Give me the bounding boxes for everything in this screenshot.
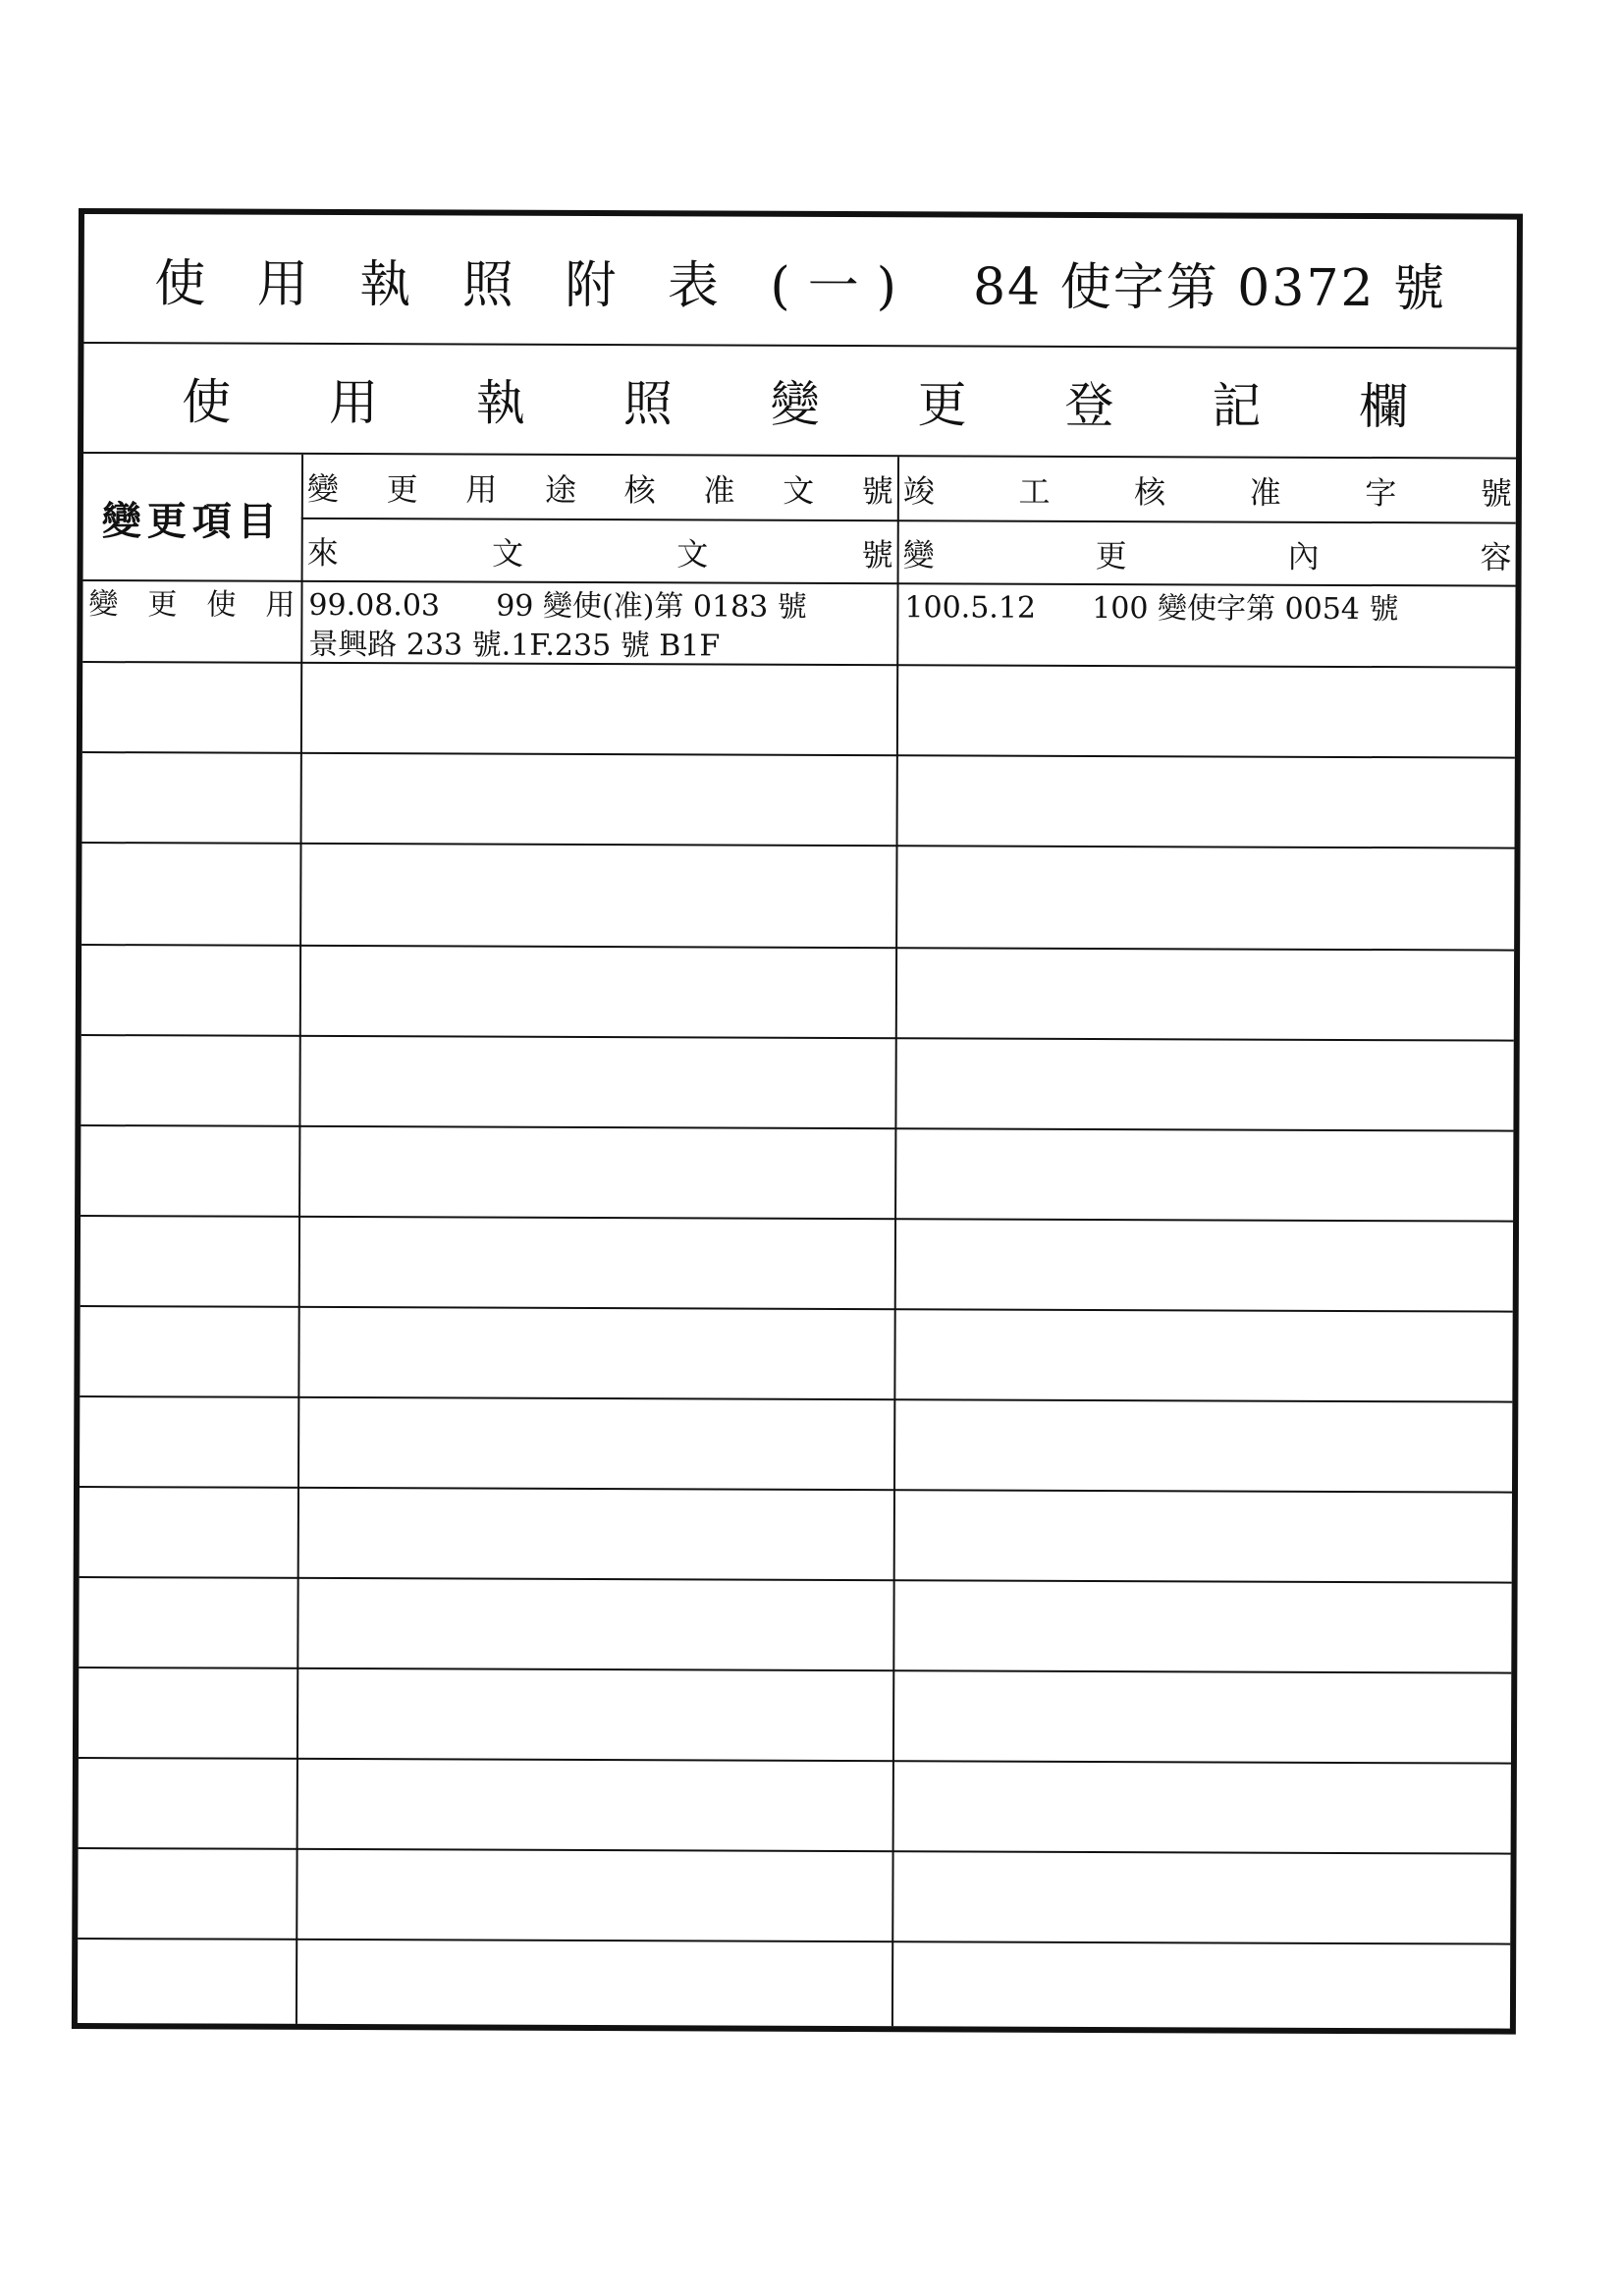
header-char: 更 xyxy=(386,469,418,508)
cell-text-line xyxy=(304,1764,887,1766)
cell-text-line: 99.08.03 99 變使(准)第 0183 號 xyxy=(308,587,807,625)
header-incoming-doc-no xyxy=(303,519,897,584)
table-header xyxy=(83,454,1516,587)
cell-completion-approval xyxy=(894,1581,1511,1671)
cell-approval-doc xyxy=(298,1579,892,1669)
section-title-char: 使 xyxy=(182,373,232,431)
section-title-char: 登 xyxy=(1064,376,1114,435)
section-title-char: 欄 xyxy=(1359,378,1409,436)
table-row xyxy=(80,1307,1512,1403)
cell-text-line xyxy=(304,1673,887,1675)
cell-text-line xyxy=(900,1856,1505,1858)
table-row xyxy=(79,1668,1511,1765)
table-row xyxy=(81,1217,1513,1313)
header-char: 用 xyxy=(465,470,498,509)
cell-approval-doc xyxy=(299,1308,893,1398)
cell-text-line xyxy=(900,1766,1505,1768)
cell-text-line xyxy=(306,1222,889,1224)
header-char: 號 xyxy=(861,535,893,574)
header-char: 內 xyxy=(1287,537,1320,575)
cell-change-item xyxy=(79,1759,297,1848)
cell-approval-doc xyxy=(301,947,895,1037)
cell-text-line xyxy=(901,1585,1506,1587)
cell-text-line xyxy=(303,1944,886,1946)
cell-change-item xyxy=(80,1488,297,1577)
cell-text-line xyxy=(903,1043,1508,1045)
cell-text-line xyxy=(903,953,1508,955)
header-char: 變 xyxy=(306,469,339,508)
cell-text-line xyxy=(899,1946,1504,1948)
section-title-char: 照 xyxy=(622,375,673,433)
title-row xyxy=(83,214,1516,350)
cell-completion-approval xyxy=(898,584,1515,666)
table-row xyxy=(81,946,1514,1042)
cell-change-item xyxy=(80,1397,297,1487)
cell-approval-doc xyxy=(298,1760,892,1850)
cell-text-line xyxy=(303,1944,886,1946)
cell-text-line xyxy=(904,670,1509,672)
cell-text-line xyxy=(902,1314,1507,1316)
header-char: 途 xyxy=(544,470,577,509)
cell-text-line xyxy=(305,1493,888,1495)
cell-change-item xyxy=(81,1036,298,1125)
cell-text-line xyxy=(306,1131,889,1133)
cell-approval-doc xyxy=(301,845,895,947)
cell-text-line xyxy=(305,1493,888,1495)
header-completion-approval-no xyxy=(899,457,1516,522)
cell-change-item xyxy=(81,1217,298,1306)
section-title-char: 用 xyxy=(329,373,379,432)
table-row xyxy=(82,753,1515,849)
table-row xyxy=(81,1036,1513,1132)
header-char: 號 xyxy=(861,471,893,510)
cell-completion-approval xyxy=(894,1671,1511,1762)
change-item-char: 使 xyxy=(206,587,237,623)
table-row xyxy=(79,1578,1511,1674)
cell-text-line xyxy=(304,1673,887,1675)
cell-completion-approval xyxy=(898,666,1515,756)
cell-text-line xyxy=(304,1854,887,1856)
cell-completion-approval xyxy=(894,1762,1511,1852)
cell-change-item xyxy=(80,1307,297,1396)
header-char: 文 xyxy=(783,471,815,510)
cell-text-line xyxy=(900,1766,1505,1768)
cell-text-line xyxy=(306,1312,889,1314)
header-char: 准 xyxy=(703,470,735,510)
cell-completion-approval xyxy=(896,1039,1513,1129)
header-char: 核 xyxy=(623,470,656,509)
cell-text-line xyxy=(307,951,890,953)
cell-text-line xyxy=(903,953,1508,955)
cell-text-line xyxy=(900,1675,1505,1677)
cell-completion-approval xyxy=(896,1129,1513,1220)
cell-text-line xyxy=(901,1495,1506,1497)
cell-change-item xyxy=(78,1849,296,1939)
cell-approval-doc xyxy=(297,1850,892,1941)
cell-change-item xyxy=(81,946,299,1035)
cell-text-line xyxy=(308,668,891,670)
cell-approval-doc xyxy=(302,582,896,664)
section-title-char: 更 xyxy=(917,376,967,434)
registration-form-sheet xyxy=(72,208,1523,2035)
cell-completion-approval xyxy=(895,1400,1512,1491)
cell-change-item xyxy=(81,1126,298,1216)
cell-text-line xyxy=(902,1133,1507,1135)
cell-approval-doc xyxy=(298,1669,892,1760)
cell-text-line xyxy=(306,1131,889,1133)
header-char: 文 xyxy=(676,534,709,573)
cell-text-line xyxy=(902,1133,1507,1135)
cell-text-line xyxy=(901,1585,1506,1587)
cell-approval-doc xyxy=(300,1218,894,1308)
cell-change-item xyxy=(82,753,300,843)
cell-text-line xyxy=(308,758,891,760)
cell-completion-approval xyxy=(895,1310,1512,1400)
table-row xyxy=(81,844,1514,952)
cell-text-line xyxy=(901,1404,1506,1406)
header-char: 准 xyxy=(1249,473,1281,512)
cell-text-line xyxy=(307,1041,890,1043)
cell-completion-approval xyxy=(897,949,1514,1039)
table-row xyxy=(79,1759,1511,1855)
section-title-row xyxy=(83,344,1516,460)
cell-approval-doc xyxy=(302,754,896,845)
header-char: 字 xyxy=(1365,473,1397,512)
cell-approval-doc xyxy=(300,1127,894,1218)
change-item-char: 更 xyxy=(147,587,178,623)
cell-text-line xyxy=(307,848,890,850)
cell-approval-doc xyxy=(302,664,896,754)
cell-text-line xyxy=(306,1312,889,1314)
cell-text-line xyxy=(904,670,1509,672)
cell-completion-approval xyxy=(897,847,1514,949)
header-char: 工 xyxy=(1018,472,1051,511)
header-char: 竣 xyxy=(902,471,935,510)
cell-text-line xyxy=(304,1854,887,1856)
cell-text-line xyxy=(308,668,891,670)
cell-text-line xyxy=(903,1043,1508,1045)
cell-text-line xyxy=(307,951,890,953)
cell-text-line xyxy=(900,1856,1505,1858)
header-char: 文 xyxy=(491,534,524,573)
table-row xyxy=(80,1488,1512,1584)
header-change-content xyxy=(899,520,1516,586)
header-char: 變 xyxy=(902,535,935,574)
table-row xyxy=(82,581,1515,669)
cell-completion-approval xyxy=(893,1942,1510,2035)
cell-text-line xyxy=(304,1764,887,1766)
cell-text-line xyxy=(904,760,1509,762)
cell-approval-doc xyxy=(299,1398,893,1489)
cell-text-line xyxy=(305,1583,888,1585)
cell-text-line xyxy=(903,850,1508,852)
cell-text-line xyxy=(902,1224,1507,1226)
cell-text-line xyxy=(901,1495,1506,1497)
header-char: 更 xyxy=(1095,536,1127,574)
table-row xyxy=(78,1940,1510,2036)
header-char: 來 xyxy=(306,533,339,572)
cell-approval-doc xyxy=(297,1941,892,2033)
section-title xyxy=(182,344,1408,457)
cell-completion-approval xyxy=(896,1220,1513,1310)
cell-change-item xyxy=(82,581,300,662)
cell-text-line xyxy=(902,1224,1507,1226)
cell-text-line: 景興路 233 號.1F.235 號 B1F xyxy=(308,627,721,664)
cell-text-line xyxy=(901,1404,1506,1406)
cell-text-line xyxy=(899,1946,1504,1948)
table-row xyxy=(81,1126,1513,1223)
cell-change-item xyxy=(82,663,300,752)
cell-text-line xyxy=(308,758,891,760)
cell-text-line xyxy=(902,1314,1507,1316)
cell-approval-doc xyxy=(299,1489,893,1579)
cell-text-line xyxy=(307,1041,890,1043)
cell-change-item xyxy=(79,1578,297,1667)
cell-change-item xyxy=(78,1940,296,2031)
change-item-char: 用 xyxy=(265,587,296,623)
license-number: 84 使字第 0372 號 xyxy=(972,256,1447,318)
table-row xyxy=(80,1397,1512,1494)
cell-text-line xyxy=(903,850,1508,852)
change-item-char: 變 xyxy=(88,587,119,623)
cell-text-line xyxy=(305,1402,888,1404)
header-char: 號 xyxy=(1480,473,1512,513)
table-row xyxy=(82,663,1515,759)
header-char: 容 xyxy=(1480,537,1512,576)
cell-text-line xyxy=(306,1222,889,1224)
section-title-char: 變 xyxy=(770,375,820,433)
header-change-item: 變更項目 xyxy=(101,497,283,545)
cell-approval-doc xyxy=(300,1037,894,1127)
cell-completion-approval xyxy=(898,756,1515,847)
cell-text-line xyxy=(904,760,1509,762)
cell-change-item xyxy=(79,1668,297,1758)
cell-text-line xyxy=(305,1583,888,1585)
header-char: 核 xyxy=(1134,472,1166,511)
cell-text-line: 100.5.12 100 變使字第 0054 號 xyxy=(904,590,1399,628)
header-approval-doc-no xyxy=(303,455,897,520)
section-title-char: 記 xyxy=(1212,377,1262,435)
table-row xyxy=(78,1849,1510,1945)
cell-completion-approval xyxy=(893,1852,1510,1942)
cell-text-line xyxy=(900,1675,1505,1677)
cell-change-item xyxy=(81,844,299,945)
cell-text-line xyxy=(307,848,890,850)
cell-completion-approval xyxy=(895,1491,1512,1581)
cell-text-line xyxy=(305,1402,888,1404)
section-title-char: 執 xyxy=(475,374,526,432)
form-title: 使 用 執 照 附 表 (一) xyxy=(154,253,915,316)
